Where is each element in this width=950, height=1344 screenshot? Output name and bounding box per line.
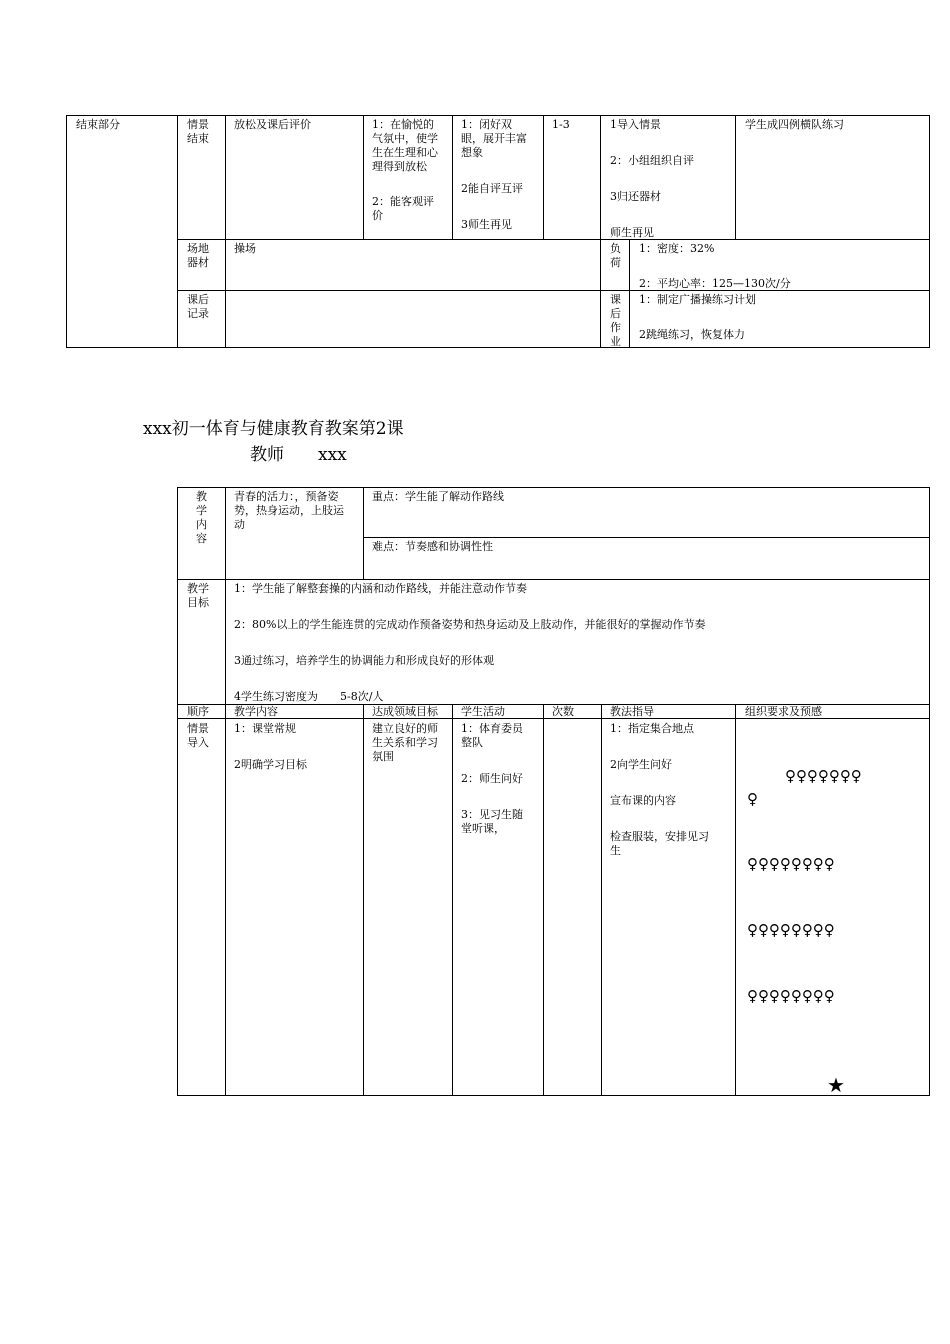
method-2: 2：小组组织自评 (610, 154, 694, 167)
stage-label: 情景 结束 (187, 118, 209, 145)
venue-label: 场地 器材 (187, 242, 209, 269)
method-1: 1：指定集合地点 (610, 722, 694, 735)
content-text: 放松及课后评价 (234, 118, 311, 131)
load-label: 负 荷 (610, 242, 621, 269)
homework-label: 课 后 作 业 (610, 293, 621, 348)
section-label: 结束部分 (76, 118, 120, 131)
method-3: 3归还器材 (610, 190, 661, 203)
teacher-line: 教师 xxx (250, 445, 347, 465)
method-2: 2向学生问好 (610, 758, 672, 771)
teach-item-1: 1：课堂常规 (234, 722, 296, 735)
count-text: 1-3 (552, 118, 570, 131)
student-activity-3: 3：见习生随 堂听课， (461, 808, 523, 835)
teaching-goal-4: 4学生练习密度为 5-8次/人 (234, 690, 384, 703)
student-activity-3: 3师生再见 (461, 218, 512, 231)
record-label: 课后 记录 (187, 293, 209, 320)
formation-row-3: ♀♀♀♀♀♀♀♀ (747, 921, 835, 939)
goal-2: 2：能客观评 价 (372, 195, 434, 222)
teach-item-2: 2明确学习目标 (234, 758, 307, 771)
content-value: 青春的活力：，预备姿 势，热身运动，上肢运 动 (234, 490, 344, 531)
method-4: 师生再见 (610, 226, 654, 239)
header-organization: 组织要求及预感 (745, 705, 822, 718)
formation-row-4: ♀♀♀♀♀♀♀♀ (747, 987, 835, 1005)
content-label: 教 学 内 容 (196, 490, 207, 545)
teaching-goal-1: 1：学生能了解整套操的内涵和动作路线，并能注意动作节奏 (234, 582, 527, 595)
stage-label: 情景 导入 (187, 722, 209, 749)
load-heart-rate: 2：平均心率：125—130次/分 (639, 277, 791, 290)
header-method: 教法指导 (610, 705, 654, 718)
student-activity-1: 1：闭好双 眼，展开丰富 想象 (461, 118, 527, 159)
formation-row-1: ♀♀♀♀♀♀♀ (785, 767, 862, 785)
method-1: 1导入情景 (610, 118, 661, 131)
student-activity-2: 2：师生问好 (461, 772, 523, 785)
homework-1: 1：制定广播操练习计划 (639, 293, 756, 306)
formation-row-1-wrap: ♀ (747, 790, 758, 808)
teaching-goal-2: 2：80%以上的学生能连贯的完成动作预备姿势和热身运动及上肢动作，并能很好的掌握动作节奏 (234, 618, 706, 631)
header-count: 次数 (552, 705, 574, 718)
method-3: 宣布课的内容 (610, 794, 676, 807)
venue-value: 操场 (234, 242, 256, 255)
goal-label: 教学 目标 (187, 582, 209, 609)
load-density: 1：密度：32% (639, 242, 715, 255)
organization-text: 学生成四例横队练习 (745, 118, 844, 131)
student-activity-1: 1：体育委员 整队 (461, 722, 523, 749)
student-activity-2: 2能自评互评 (461, 182, 523, 195)
lesson-title: xxx初一体育与健康教育教案第2课 (143, 419, 404, 439)
homework-2: 2跳绳练习，恢复体力 (639, 328, 745, 341)
teaching-goal-3: 3通过练习，培养学生的协调能力和形成良好的形体观 (234, 654, 494, 667)
difficulty: 难点：节奏感和协调性性 (372, 540, 493, 553)
method-4: 检查服装，安排见习 生 (610, 830, 709, 857)
header-student-activity: 学生活动 (461, 705, 505, 718)
domain-goal: 建立良好的师 生关系和学习 氛围 (372, 722, 438, 763)
header-content: 教学内容 (234, 705, 278, 718)
header-domain-goal: 达成领域目标 (372, 705, 438, 718)
goal-1: 1：在愉悦的 气氛中，使学 生在生理和心 理得到放松 (372, 118, 438, 173)
key-point: 重点：学生能了解动作路线 (372, 490, 504, 503)
header-order: 顺序 (187, 705, 209, 718)
formation-row-2: ♀♀♀♀♀♀♀♀ (747, 855, 835, 873)
teacher-star-icon: ★ (827, 1073, 845, 1097)
